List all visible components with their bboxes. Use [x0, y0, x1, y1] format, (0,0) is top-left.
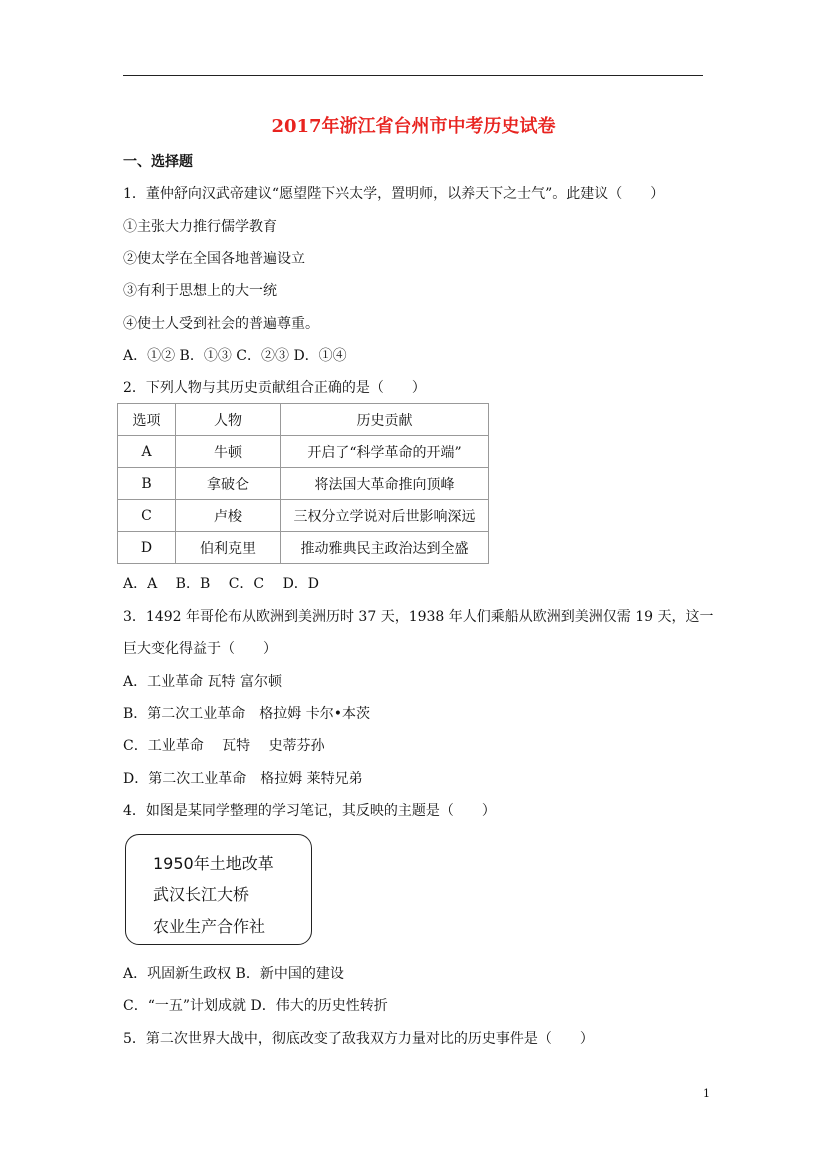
- note-line-2: 武汉长江大桥: [153, 885, 250, 904]
- note-line-3: 农业生产合作社: [153, 917, 266, 936]
- q5-stem: 5．第二次世界大战中，彻底改变了敌我双方力量对比的历史事件是（ ）: [123, 1031, 594, 1047]
- study-note-box: [125, 834, 312, 945]
- q2-answer-choices: A．A B．B C．C D．D: [123, 576, 320, 592]
- q3-stem-line-2: 巨大变化得益于（ ）: [123, 641, 277, 657]
- page-number: 1: [703, 1087, 710, 1100]
- header-rule: [123, 75, 703, 76]
- table-cell: 拿破仑: [176, 468, 281, 500]
- q2-stem: 2．下列人物与其历史贡献组合正确的是（ ）: [123, 380, 426, 396]
- table-row: [118, 436, 489, 468]
- table-row: [118, 500, 489, 532]
- q4-options-cd: C．“一五”计划成就 D．伟大的历史性转折: [123, 998, 388, 1014]
- table-header-row: [118, 404, 489, 436]
- q3-option-a: A．工业革命 瓦特 富尔顿: [123, 674, 283, 690]
- table-cell: C: [118, 500, 176, 532]
- table-header-cell: 选项: [118, 404, 176, 436]
- table-row: [118, 532, 489, 564]
- table-cell: 推动雅典民主政治达到全盛: [281, 532, 489, 564]
- q1-option-2: ②使太学在全国各地普遍设立: [123, 251, 305, 267]
- table-row: [118, 468, 489, 500]
- q4-stem: 4．如图是某同学整理的学习笔记，其反映的主题是（ ）: [123, 803, 496, 819]
- table-header-cell: 历史贡献: [281, 404, 489, 436]
- q3-option-d: D．第二次工业革命 格拉姆 莱特兄弟: [123, 771, 363, 787]
- table-cell: 伯利克里: [176, 532, 281, 564]
- q1-answer-choices: A．①② B．①③ C．②③ D．①④: [123, 348, 347, 364]
- q1-option-3: ③有利于思想上的大一统: [123, 283, 277, 299]
- q1-option-4: ④使士人受到社会的普遍尊重。: [123, 316, 319, 332]
- table-cell: 牛顿: [176, 436, 281, 468]
- table-cell: D: [118, 532, 176, 564]
- table-cell: B: [118, 468, 176, 500]
- table-cell: 卢梭: [176, 500, 281, 532]
- q3-stem-line-1: 3．1492 年哥伦布从欧洲到美洲历时 37 天，1938 年人们乘船从欧洲到美洲仅需 19 天，这一: [123, 609, 714, 625]
- note-line-1: 1950年土地改革: [153, 854, 274, 873]
- exam-title: 2017年浙江省台州市中考历史试卷: [271, 116, 556, 137]
- q4-options-ab: A．巩固新生政权 B．新中国的建设: [123, 966, 344, 982]
- q3-option-b: B．第二次工业革命 格拉姆 卡尔•本茨: [123, 706, 370, 722]
- q3-option-c: C．工业革命 瓦特 史蒂芬孙: [123, 738, 325, 754]
- table-header-cell: 人物: [176, 404, 281, 436]
- q1-stem: 1．董仲舒向汉武帝建议“愿望陛下兴太学，置明师，以养天下之士气”。此建议（ ）: [123, 186, 665, 202]
- q1-option-1: ①主张大力推行儒学教育: [123, 219, 277, 235]
- table-cell: 将法国大革命推向顶峰: [281, 468, 489, 500]
- table-cell: 三权分立学说对后世影响深远: [281, 500, 489, 532]
- table-cell: A: [118, 436, 176, 468]
- q2-table: [117, 403, 489, 564]
- section-heading: 一、选择题: [123, 154, 193, 170]
- table-cell: 开启了“科学革命的开端”: [281, 436, 489, 468]
